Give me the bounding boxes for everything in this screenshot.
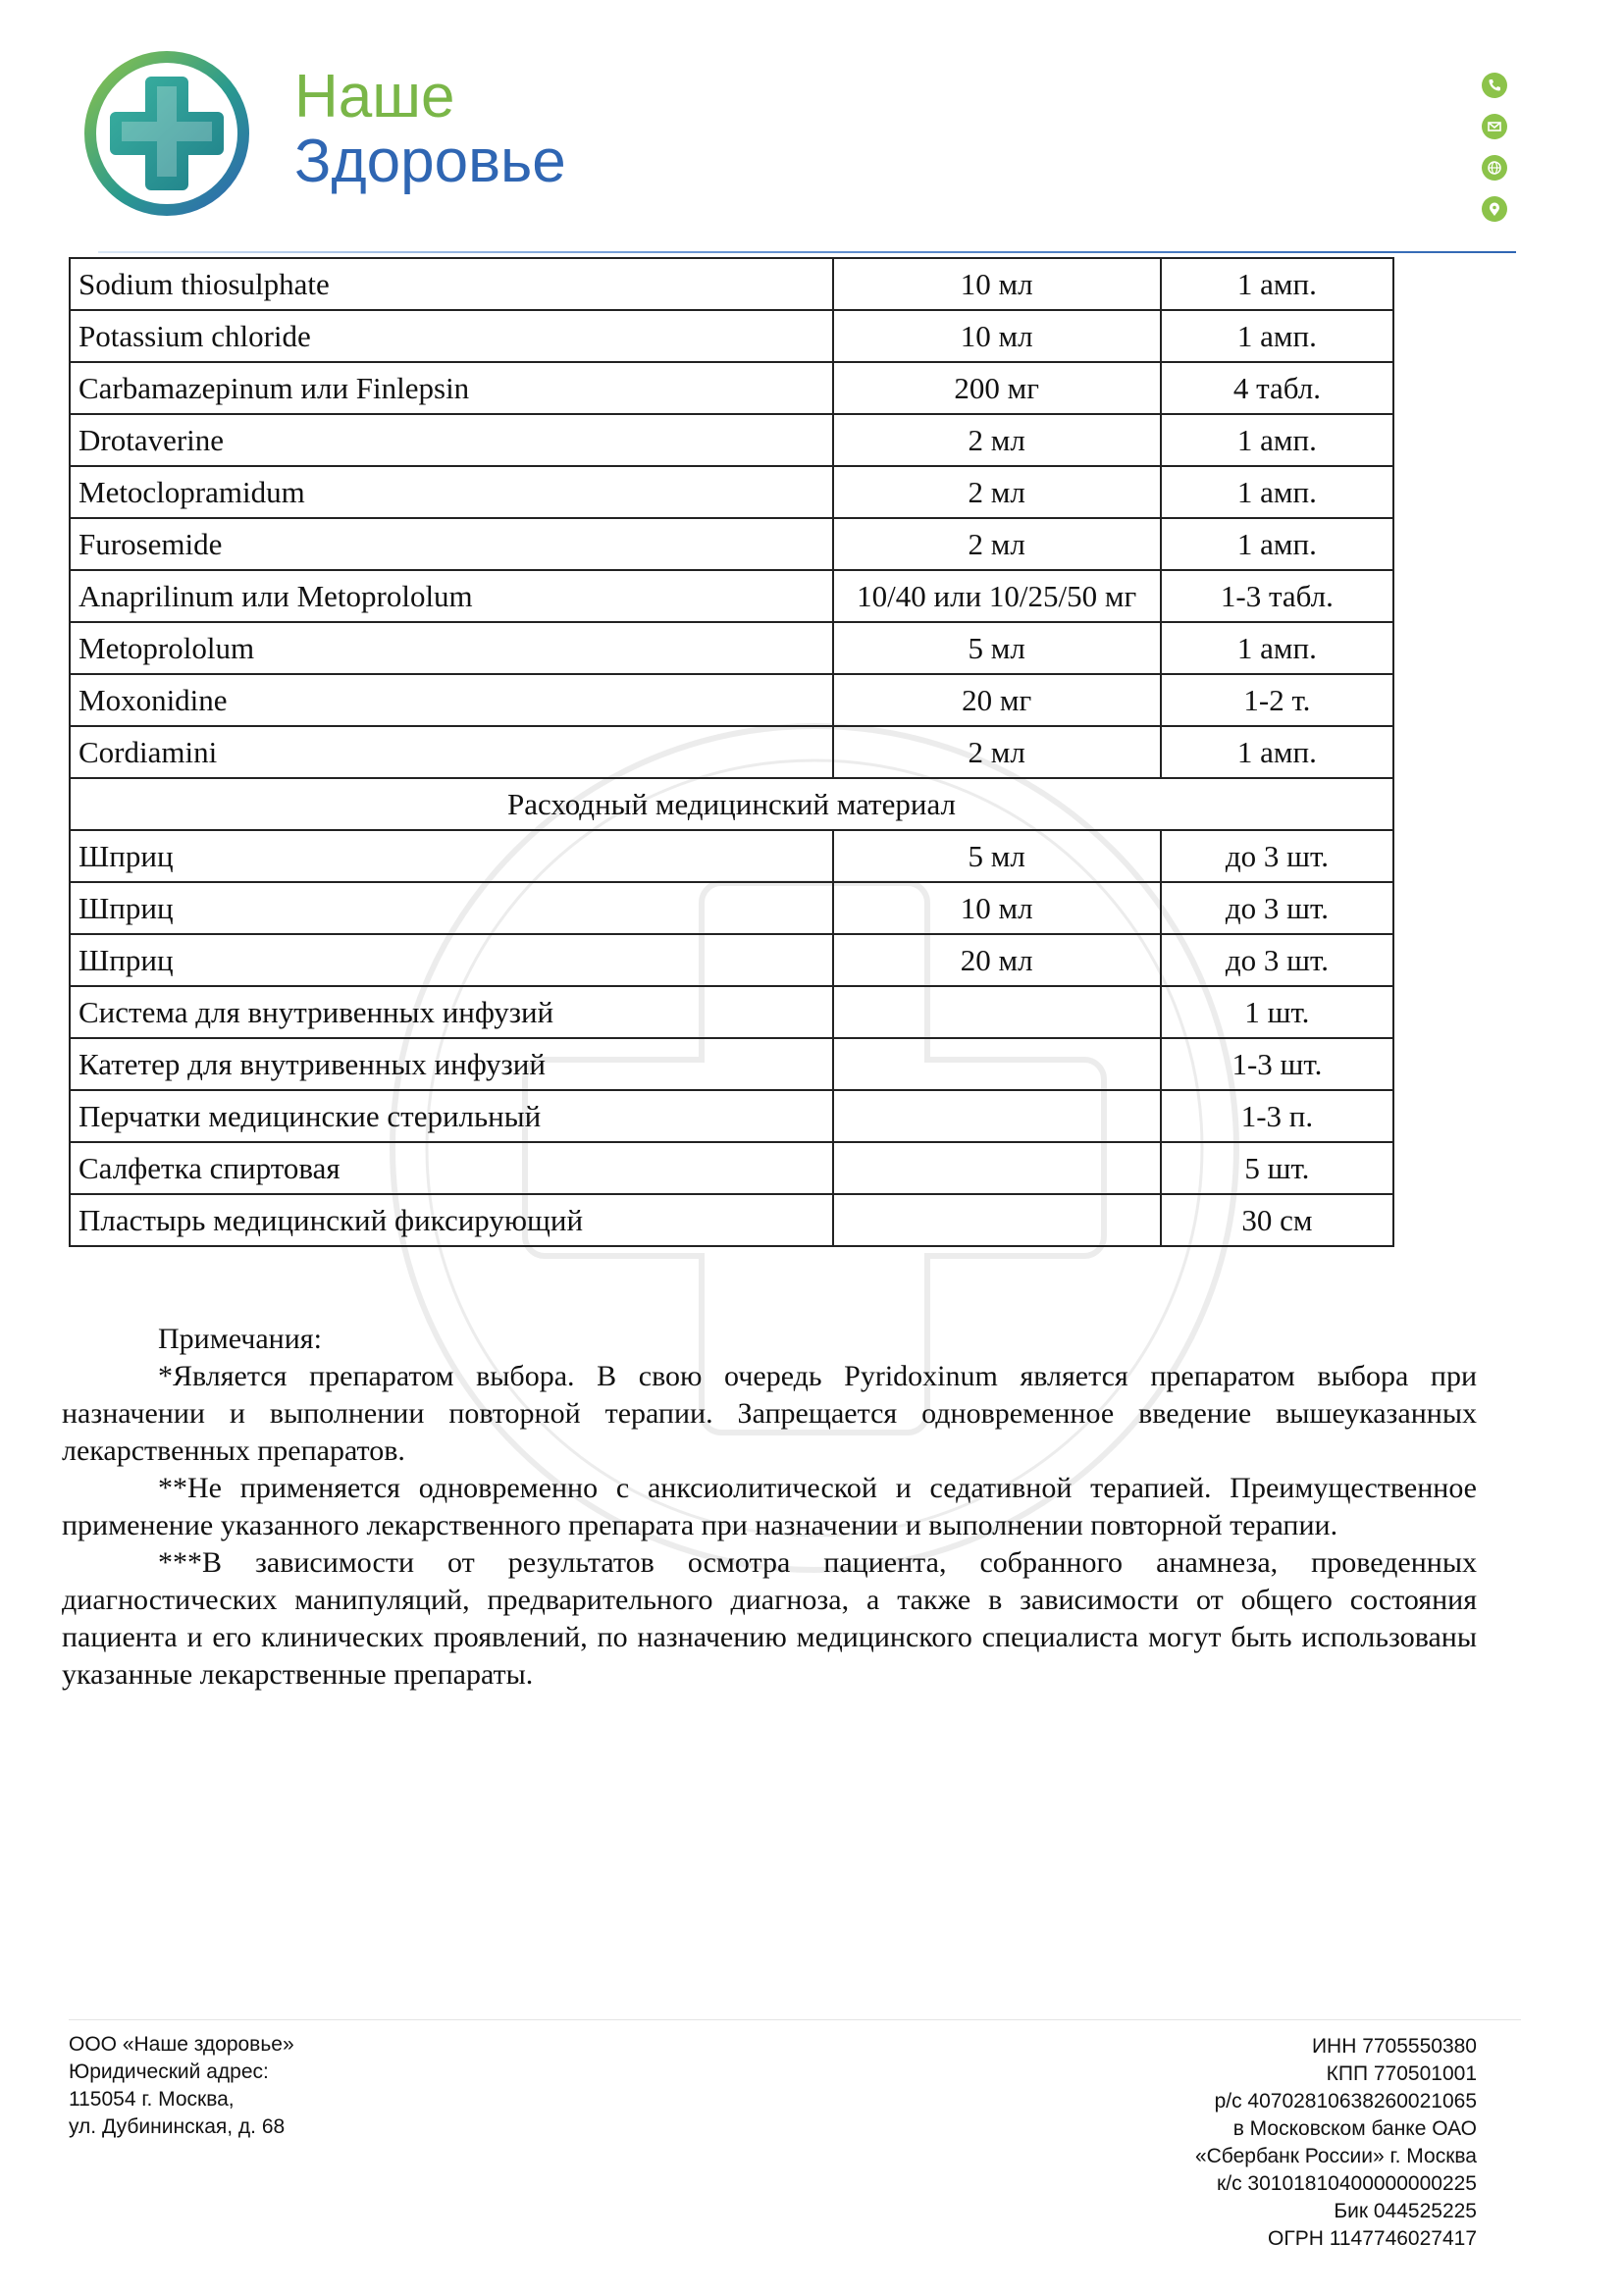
- contact-icons: [1482, 73, 1509, 237]
- table-row: [70, 1090, 1393, 1142]
- item-name-cell: Anaprilinum или Metoprololum: [70, 570, 833, 622]
- item-name-cell: Система для внутривенных инфузий: [70, 986, 833, 1038]
- legal-address-label: Юридический адрес:: [69, 2060, 269, 2083]
- header-divider: [98, 251, 1516, 253]
- item-name-cell: Катетер для внутривенных инфузий: [70, 1038, 833, 1090]
- quantity-cell: 1-3 п.: [1161, 1090, 1393, 1142]
- quantity-cell: 1 амп.: [1161, 414, 1393, 466]
- brand-logo-icon: [80, 47, 257, 219]
- item-name-cell: Metoclopramidum: [70, 466, 833, 518]
- dose-cell: 2 мл: [833, 726, 1161, 778]
- section-title: Расходный медицинский материал: [70, 778, 1393, 830]
- quantity-cell: 1 амп.: [1161, 622, 1393, 674]
- table-row: [70, 934, 1393, 986]
- section-row: [70, 778, 1393, 830]
- table-row: [70, 622, 1393, 674]
- item-name-cell: Шприц: [70, 830, 833, 882]
- table-row: [70, 518, 1393, 570]
- note-3: ***В зависимости от результатов осмотра пациента, собранного анамнеза, проведенных диагностических манипуляций, предварительного диагноза, а также в зависимости от общего состояния пациента и его клинических проявлений, по назначению медицинского специалиста могут быть использованы указанные лекарственные препараты.: [62, 1546, 1477, 1691]
- dose-cell: 200 мг: [833, 362, 1161, 414]
- table-row: [70, 310, 1393, 362]
- table-row: [70, 570, 1393, 622]
- table-row: [70, 830, 1393, 882]
- table-row: [70, 986, 1393, 1038]
- table-row: [70, 1194, 1393, 1246]
- dose-cell: [833, 986, 1161, 1038]
- globe-icon[interactable]: [1482, 155, 1507, 181]
- table-row: [70, 466, 1393, 518]
- table-row: [70, 258, 1393, 310]
- footer-divider: [69, 2019, 1521, 2020]
- item-name-cell: Перчатки медицинские стерильный: [70, 1090, 833, 1142]
- brand-name-line2: Здоровье: [294, 128, 566, 195]
- dose-cell: [833, 1142, 1161, 1194]
- item-name-cell: Cordiamini: [70, 726, 833, 778]
- quantity-cell: 1 амп.: [1161, 726, 1393, 778]
- address-city: 115054 г. Москва,: [69, 2088, 235, 2111]
- quantity-cell: 1 амп.: [1161, 310, 1393, 362]
- bank-line-1: в Московском банке ОАО: [1232, 2117, 1477, 2140]
- quantity-cell: до 3 шт.: [1161, 934, 1393, 986]
- item-name-cell: Carbamazepinum или Finlepsin: [70, 362, 833, 414]
- inn: ИНН 7705550380: [1311, 2035, 1477, 2058]
- dose-cell: 10 мл: [833, 258, 1161, 310]
- dose-cell: 20 мл: [833, 934, 1161, 986]
- dose-cell: 10/40 или 10/25/50 мг: [833, 570, 1161, 622]
- table-row: [70, 882, 1393, 934]
- footer-bank-details: [1195, 2033, 1477, 2253]
- phone-icon[interactable]: [1482, 73, 1507, 98]
- quantity-cell: 5 шт.: [1161, 1142, 1393, 1194]
- item-name-cell: Potassium chloride: [70, 310, 833, 362]
- quantity-cell: 1 шт.: [1161, 986, 1393, 1038]
- table-row: [70, 674, 1393, 726]
- kpp: КПП 770501001: [1326, 2062, 1477, 2085]
- mail-icon[interactable]: [1482, 114, 1507, 139]
- dose-cell: [833, 1194, 1161, 1246]
- quantity-cell: до 3 шт.: [1161, 830, 1393, 882]
- item-name-cell: Furosemide: [70, 518, 833, 570]
- dose-cell: 5 мл: [833, 830, 1161, 882]
- table-row: [70, 1142, 1393, 1194]
- item-name-cell: Moxonidine: [70, 674, 833, 726]
- dose-cell: 10 мл: [833, 882, 1161, 934]
- medication-table-body: [70, 258, 1393, 1246]
- quantity-cell: 1-2 т.: [1161, 674, 1393, 726]
- item-name-cell: Sodium thiosulphate: [70, 258, 833, 310]
- quantity-cell: до 3 шт.: [1161, 882, 1393, 934]
- note-1: *Является препаратом выбора. В свою очередь Pyridoxinum является препаратом выбора при назначении и выполнении повторной терапии. Запрещается одновременное введение вышеуказанных лекарственных препаратов.: [62, 1360, 1477, 1467]
- dose-cell: 5 мл: [833, 622, 1161, 674]
- bik: Бик 044525225: [1334, 2200, 1477, 2222]
- dose-cell: 2 мл: [833, 414, 1161, 466]
- company-name: ООО «Наше здоровье»: [69, 2033, 294, 2056]
- item-name-cell: Шприц: [70, 934, 833, 986]
- medication-table: [69, 257, 1394, 1247]
- settlement-account: р/с 40702810638260021065: [1214, 2090, 1477, 2112]
- item-name-cell: Шприц: [70, 882, 833, 934]
- item-name-cell: Metoprololum: [70, 622, 833, 674]
- table-row: [70, 726, 1393, 778]
- table-row: [70, 414, 1393, 466]
- dose-cell: [833, 1038, 1161, 1090]
- dose-cell: 10 мл: [833, 310, 1161, 362]
- ogrn: ОГРН 1147746027417: [1268, 2227, 1477, 2250]
- dose-cell: 2 мл: [833, 466, 1161, 518]
- bank-line-2: «Сбербанк России» г. Москва: [1194, 2145, 1477, 2167]
- dose-cell: 20 мг: [833, 674, 1161, 726]
- item-name-cell: Салфетка спиртовая: [70, 1142, 833, 1194]
- quantity-cell: 1-3 табл.: [1161, 570, 1393, 622]
- table-row: [70, 1038, 1393, 1090]
- dose-cell: [833, 1090, 1161, 1142]
- correspondent-account: к/с 30101810400000000225: [1217, 2172, 1477, 2195]
- quantity-cell: 1 амп.: [1161, 466, 1393, 518]
- note-2: **Не применяется одновременно с анксиолитической и седативной терапией. Преимущественное применение указанного лекарственного препарата при назначении и выполнении повторной терапии.: [62, 1472, 1477, 1541]
- brand-name: [294, 65, 566, 194]
- quantity-cell: 1 амп.: [1161, 518, 1393, 570]
- quantity-cell: 4 табл.: [1161, 362, 1393, 414]
- notes-section: [62, 1321, 1477, 1694]
- footer-company-info: [69, 2031, 294, 2141]
- quantity-cell: 1 амп.: [1161, 258, 1393, 310]
- table-row: [70, 362, 1393, 414]
- quantity-cell: 30 см: [1161, 1194, 1393, 1246]
- location-icon[interactable]: [1482, 196, 1507, 222]
- item-name-cell: Пластырь медицинский фиксирующий: [70, 1194, 833, 1246]
- notes-heading: Примечания:: [158, 1323, 322, 1355]
- quantity-cell: 1-3 шт.: [1161, 1038, 1393, 1090]
- address-street: ул. Дубининская, д. 68: [69, 2115, 286, 2138]
- item-name-cell: Drotaverine: [70, 414, 833, 466]
- dose-cell: 2 мл: [833, 518, 1161, 570]
- brand-name-line1: Наше: [294, 63, 455, 130]
